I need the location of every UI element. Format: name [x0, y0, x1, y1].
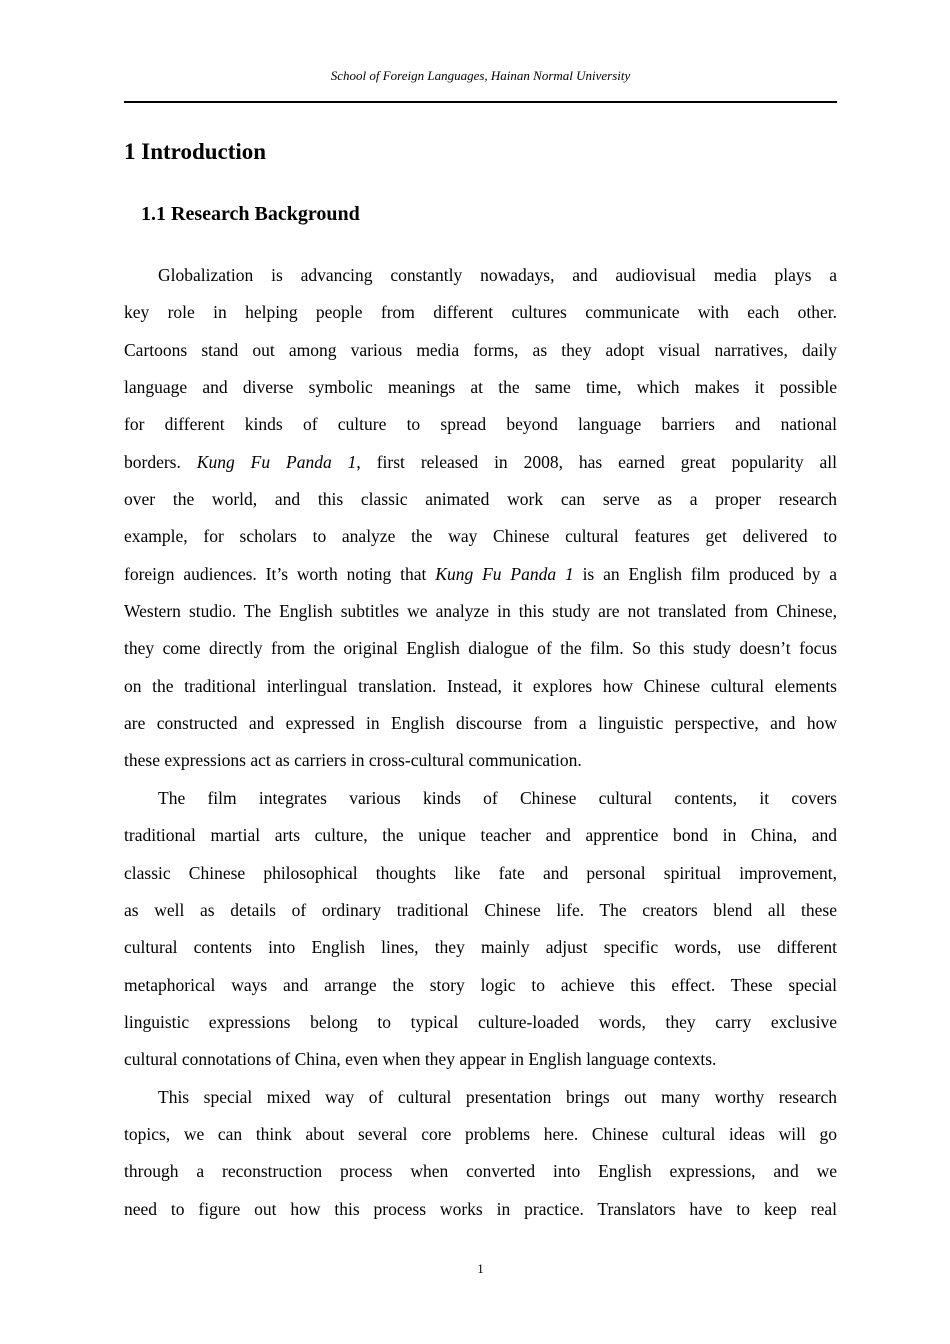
film-title: Kung Fu Panda 1 [196, 451, 357, 472]
text-line: metaphorical ways and arrange the story logic to achieve this effect. These special [124, 974, 837, 995]
text-line: traditional martial arts culture, the unique teacher and apprentice bond in China, and [124, 825, 837, 846]
text-line: topics, we can think about several core problems here. Chinese cultural ideas will go [124, 1123, 837, 1144]
film-title: Kung Fu Panda 1 [435, 563, 574, 584]
body-text [124, 257, 837, 1228]
text-line: on the traditional interlingual translation. Instead, it explores how Chinese cultural elements [124, 675, 837, 696]
text-line: these expressions act as carriers in cross-cultural communication. [124, 750, 582, 771]
text-line: as well as details of ordinary traditional Chinese life. The creators blend all these [124, 899, 837, 920]
text-line: for different kinds of culture to spread beyond language barriers and national [124, 414, 837, 435]
text-line: classic Chinese philosophical thoughts like fate and personal spiritual improvement, [124, 862, 837, 883]
body-paragraph [124, 780, 837, 1079]
chapter-heading: 1 Introduction [124, 139, 267, 164]
section-heading: 1.1 Research Background [141, 203, 360, 225]
text-line: through a reconstruction process when converted into English expressions, and we [124, 1161, 837, 1182]
text-line: cultural contents into English lines, they mainly adjust specific words, use different [124, 937, 837, 958]
body-paragraph [124, 257, 837, 780]
text-line: are constructed and expressed in English discourse from a linguistic perspective, and how [124, 713, 837, 734]
text-line: example, for scholars to analyze the way Chinese cultural features get delivered to [124, 526, 837, 547]
header-rule [124, 101, 837, 103]
page-number: 1 [477, 1261, 484, 1276]
text-line: This special mixed way of cultural presentation brings out many worthy research [158, 1086, 837, 1107]
body-paragraph [124, 1079, 837, 1228]
text-line: they come directly from the original English dialogue of the film. So this study doesn’t focus [124, 638, 837, 659]
text-line: Cartoons stand out among various media forms, as they adopt visual narratives, daily [124, 339, 837, 360]
text-line: cultural connotations of China, even when they appear in English language contexts. [124, 1049, 717, 1070]
text-line: need to figure out how this process works in practice. Translators have to keep real [124, 1198, 837, 1219]
text-line: The film integrates various kinds of Chinese cultural contents, it covers [158, 787, 837, 808]
text-line: Western studio. The English subtitles we analyze in this study are not translated from Chinese, [124, 601, 837, 622]
text-line: key role in helping people from different cultures communicate with each other. [124, 302, 837, 323]
text-line: borders. Kung Fu Panda 1, first released in 2008, has earned great popularity all [124, 451, 837, 472]
text-line: Globalization is advancing constantly nowadays, and audiovisual media plays a [158, 265, 837, 285]
text-line: linguistic expressions belong to typical culture-loaded words, they carry exclusive [124, 1011, 837, 1032]
text-line: language and diverse symbolic meanings at the same time, which makes it possible [124, 377, 837, 398]
text-line: over the world, and this classic animated work can serve as a proper research [124, 489, 837, 510]
running-header: School of Foreign Languages, Hainan Normal University [330, 68, 631, 83]
text-line: foreign audiences. It’s worth noting that Kung Fu Panda 1 is an English film produced by a [124, 563, 837, 584]
